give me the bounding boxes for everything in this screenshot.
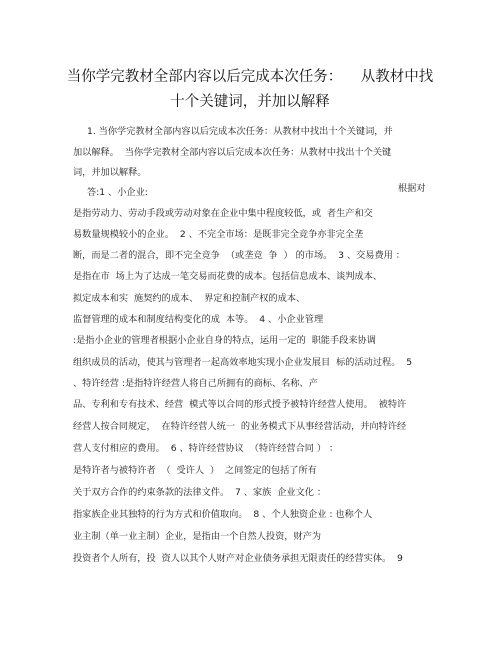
body-line: 组织成员的活动，使其与管理者一起高效率地实现小企业发展目 标的活动过程。 5 xyxy=(73,357,413,368)
body-line: 业主制（单一业主制）企业，是指由一个自然人投资，财产为 xyxy=(73,531,322,542)
body-line: 1. 当你学完教材全部内容以后完成本次任务：从教材中找出十个关键词，并 xyxy=(87,126,393,137)
body-line: 答:1 、小企业: xyxy=(87,187,148,198)
body-line: 加以解释。 当你学完教材全部内容以后完成本次任务：从教材中找出十个关键 xyxy=(73,147,392,158)
body-line: 易数量规模较小的企业。 2 、不完全市场：是既非完全竞争亦非完全垄 xyxy=(73,229,364,240)
body-line: 指家族企业其独特的行为方式和价值取向。 8 、个人独资企业 : 也称个人 xyxy=(73,509,373,520)
body-line: :是指小企业的管理者根据小企业自身的特点，运用一定的 职能手段来协调 xyxy=(73,335,376,346)
body-line: 词，并加以解释。 xyxy=(73,167,147,178)
body-line: 是特许者与被特许者 （ 受许人 ） 之间签定的包括了所有 xyxy=(73,465,317,476)
document-title-line-2: 十个关键词，并加以解释 xyxy=(170,94,330,110)
body-line: 关于双方合作的约束条款的法律文件。 7 、家族 企业文化 ： xyxy=(73,487,327,498)
side-note: 根据对 xyxy=(398,183,426,194)
body-line: 投资者个人所有，投 资人以其个人财产对企业债务承担无限责任的经营实体。 9 xyxy=(73,553,403,564)
document-title-line-1: 当你学完教材全部内容以后完成本次任务： 从教材中找 xyxy=(66,69,434,85)
body-line: 拟定成本和实 施契约的成本、 界定和控制产权的成本、 xyxy=(73,293,306,304)
body-line: 、特许经营 :是指特许经营人将自己所拥有的商标、名称、产 xyxy=(73,378,318,389)
body-line: 是指在市 场上为了达成一笔交易而花费的成本。包括信息成本、谈判成本、 xyxy=(73,271,383,282)
body-line: 经营人按合同规定， 在特许经营人统一 的业务模式下从事经营活动，并向特许经 xyxy=(73,421,407,432)
body-line: 断，而是二者的混合，即不完全竞争 （或垄竞 争 ） 的市场。 3 、交易费用 ： xyxy=(73,250,405,261)
body-line: 是指劳动力、劳动手段或劳动对象在企业中集中程度较低，或 者生产和交 xyxy=(73,208,373,219)
body-line: 营人支付相应的费用。 6 、特许经营协议 （特许经营合同 ） ： xyxy=(73,443,339,454)
body-line: 监督管理的成本和制度结构变化的成 本等。 4 、小企业管理 xyxy=(73,314,324,325)
body-line: 品、专利和专有技术、经营 模式等以合同的形式授予被特许经营人使用。 被特许 xyxy=(73,399,407,410)
